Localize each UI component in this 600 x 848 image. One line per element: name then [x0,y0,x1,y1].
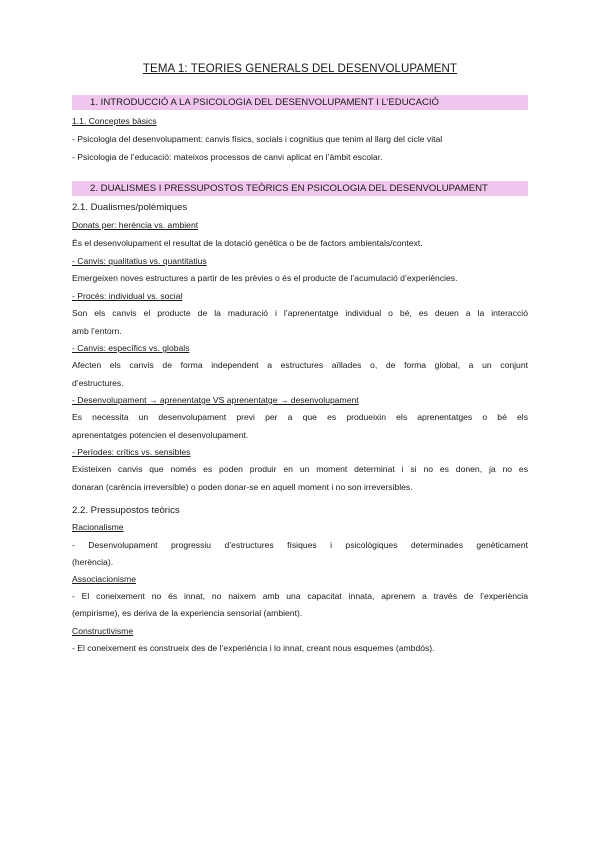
dualism-text: És el desenvolupament el resultat de la dotació genètica o be de factors ambientals/context. [72,238,423,248]
dualism-title: Donats per: herència vs. ambient [72,220,199,230]
dualism-title: - Canvis: específics vs. globals [72,343,190,353]
dualism-text: Emergeixen noves estructures a partir de les prèvies o és el producte de l’acumulació d’experiències. [72,273,458,283]
dualism-text: donaran (carència irreversible) o poden donar-se en aquell moment i no son irreversibles. [72,482,413,492]
theory-text: (herència). [72,557,114,567]
theory-text: - Desenvolupament progressiu d’estructures físiques i psicològiques determinades genèticament [72,540,528,550]
dualism-text: Existeixen canvis que només es poden produir en un moment determinat i si no es donen, ja no es [72,464,528,474]
section2-subheading-dualismes: 2.1. Dualismes/polèmiques [72,202,188,213]
section2-subheading-pressupostos: 2.2. Pressupostos teòrics [72,505,180,516]
theory-title: Racionalisme [72,522,124,532]
dualism-title: - Canvis: qualitatius vs. quantitatius [72,256,207,266]
theory-title: Constructivisme [72,626,134,636]
dualism-title: - Períodes: crítics vs. sensibles [72,447,191,457]
dualism-text: Son els canvis el producte de la maduració i l’aprenentatge individual o bé, es deuen a la interacció [72,308,528,318]
section1-heading: 1. INTRODUCCIÓ A LA PSICOLOGIA DEL DESENVOLUPAMENT I L’EDUCACIÓ [90,97,440,108]
section1-subheading: 1.1. Conceptes bàsics [72,116,157,126]
theory-title: Associacionisme [72,574,136,584]
theory-text: (empirisme), es deriva de la experiencia sensorial (ambient). [72,608,303,618]
dualism-text: d’estructures. [72,378,124,388]
document-title: TEMA 1: TEORIES GENERALS DEL DESENVOLUPAMENT [142,63,458,75]
list-item: - Psicologia de l’educació: mateixos processos de canvi aplicat en l’àmbit escolar. [72,152,383,162]
theory-text: - El coneixement es construeix des de l’experiència i lo innat, creant nous esquemes (ambdós). [72,643,435,653]
dualism-title: - Desenvolupament → aprenentatge VS aprenentatge → desenvolupament [72,395,359,405]
dualism-title: - Procés: individual vs. social [72,291,183,301]
theory-text: - El coneixement no és innat, no naixem amb una capacitat innata, aprenem a través de l’experiència [72,591,528,601]
section2-heading: 2. DUALISMES I PRESSUPOSTOS TEÒRICS EN PSICOLOGIA DEL DESENVOLUPAMENT [90,183,488,194]
dualism-text: aprenentatges potencien el desenvolupament. [72,430,249,440]
list-item: - Psicologia del desenvolupament: canvis físics, socials i cognitius que tenim al llarg del cicle vital [72,134,443,144]
dualism-text: Afecten els canvis de forma independent a estructures aïllades o, de forma global, a un conjunt [72,360,528,370]
dualism-text: Es necessita un desenvolupament previ per a que es produeixin els aprenentatges o bé els [72,412,528,422]
dualism-text: amb l’entorn. [72,326,122,336]
